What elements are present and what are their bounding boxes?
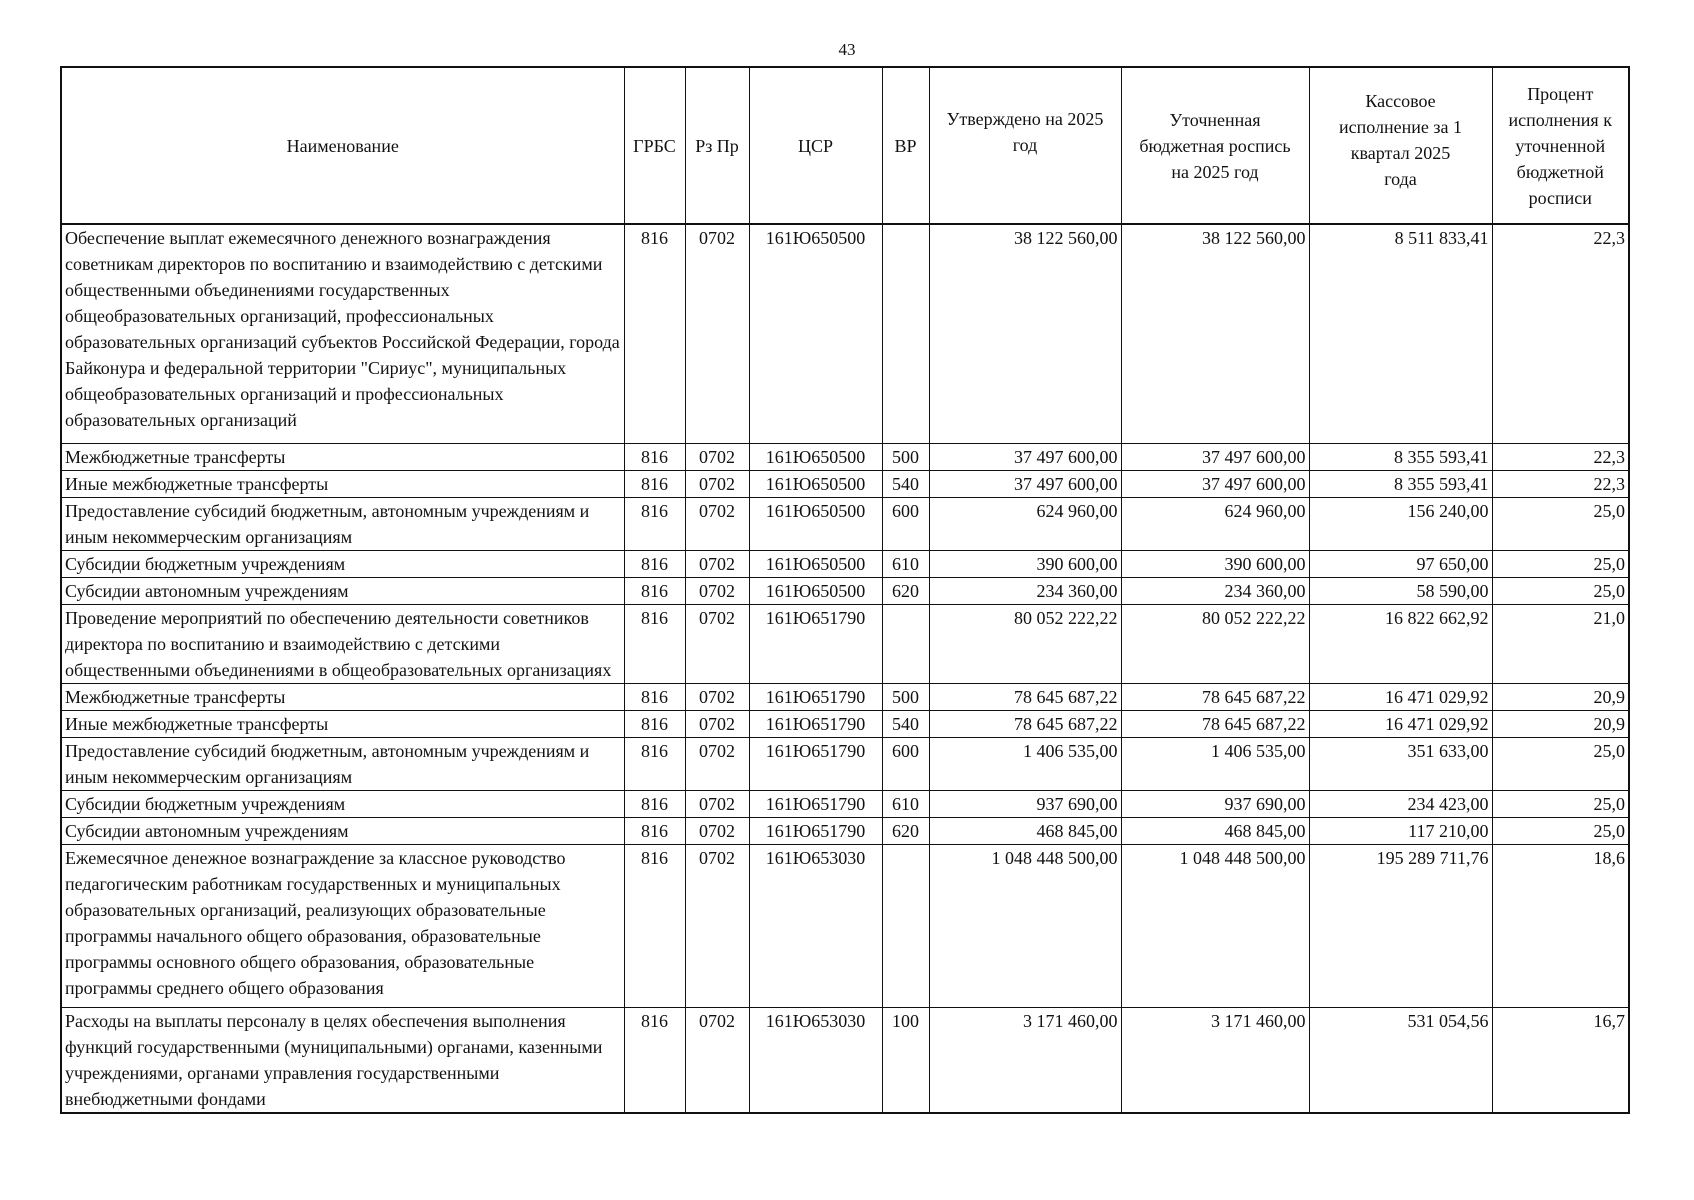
cell-vr: 540 bbox=[882, 711, 929, 738]
table-row bbox=[61, 1008, 1629, 1114]
header-rz-pr: Рз Пр bbox=[685, 67, 749, 224]
table-row bbox=[61, 684, 1629, 711]
cell-rz-pr: 0702 bbox=[685, 224, 749, 444]
cell-cash: 8 355 593,41 bbox=[1309, 471, 1492, 498]
cell-vr: 610 bbox=[882, 791, 929, 818]
cell-csr: 161Ю651790 bbox=[749, 684, 882, 711]
cell-approved: 37 497 600,00 bbox=[929, 444, 1121, 471]
cell-name: Предоставление субсидий бюджетным, автономным учреждениям и иным некоммерческим организациям bbox=[61, 738, 624, 791]
cell-refined: 80 052 222,22 bbox=[1121, 605, 1309, 684]
table-row bbox=[61, 818, 1629, 845]
cell-rz-pr: 0702 bbox=[685, 471, 749, 498]
cell-csr: 161Ю651790 bbox=[749, 605, 882, 684]
cell-csr: 161Ю650500 bbox=[749, 471, 882, 498]
cell-name: Межбюджетные трансферты bbox=[61, 444, 624, 471]
cell-rz-pr: 0702 bbox=[685, 444, 749, 471]
cell-csr: 161Ю650500 bbox=[749, 224, 882, 444]
cell-percent: 25,0 bbox=[1492, 498, 1629, 551]
cell-grbs: 816 bbox=[624, 791, 685, 818]
cell-grbs: 816 bbox=[624, 471, 685, 498]
cell-vr bbox=[882, 845, 929, 1008]
cell-approved: 38 122 560,00 bbox=[929, 224, 1121, 444]
cell-vr: 600 bbox=[882, 498, 929, 551]
cell-approved: 3 171 460,00 bbox=[929, 1008, 1121, 1114]
cell-cash: 16 471 029,92 bbox=[1309, 684, 1492, 711]
cell-rz-pr: 0702 bbox=[685, 711, 749, 738]
cell-grbs: 816 bbox=[624, 1008, 685, 1114]
cell-cash: 531 054,56 bbox=[1309, 1008, 1492, 1114]
cell-name: Расходы на выплаты персоналу в целях обеспечения выполнения функций государственными (муниципальными) органами, казенными учреждениями, органами управления государственными внебюджетными фондами bbox=[61, 1008, 624, 1114]
header-name: Наименование bbox=[61, 67, 624, 224]
cell-cash: 8 511 833,41 bbox=[1309, 224, 1492, 444]
cell-name: Субсидии автономным учреждениям bbox=[61, 578, 624, 605]
header-cash: Кассовое исполнение за 1 квартал 2025 года bbox=[1309, 67, 1492, 224]
cell-grbs: 816 bbox=[624, 551, 685, 578]
table-row bbox=[61, 578, 1629, 605]
cell-vr bbox=[882, 224, 929, 444]
cell-cash: 16 822 662,92 bbox=[1309, 605, 1492, 684]
cell-approved: 37 497 600,00 bbox=[929, 471, 1121, 498]
cell-grbs: 816 bbox=[624, 578, 685, 605]
cell-cash: 16 471 029,92 bbox=[1309, 711, 1492, 738]
cell-name: Межбюджетные трансферты bbox=[61, 684, 624, 711]
cell-approved: 624 960,00 bbox=[929, 498, 1121, 551]
cell-percent: 22,3 bbox=[1492, 444, 1629, 471]
cell-vr: 620 bbox=[882, 578, 929, 605]
cell-percent: 22,3 bbox=[1492, 471, 1629, 498]
cell-csr: 161Ю651790 bbox=[749, 738, 882, 791]
cell-grbs: 816 bbox=[624, 498, 685, 551]
cell-grbs: 816 bbox=[624, 845, 685, 1008]
cell-percent: 21,0 bbox=[1492, 605, 1629, 684]
cell-cash: 351 633,00 bbox=[1309, 738, 1492, 791]
table-row bbox=[61, 711, 1629, 738]
table-row bbox=[61, 224, 1629, 444]
cell-vr: 600 bbox=[882, 738, 929, 791]
cell-csr: 161Ю650500 bbox=[749, 578, 882, 605]
cell-refined: 468 845,00 bbox=[1121, 818, 1309, 845]
cell-csr: 161Ю651790 bbox=[749, 711, 882, 738]
cell-rz-pr: 0702 bbox=[685, 845, 749, 1008]
table-row bbox=[61, 738, 1629, 791]
cell-cash: 195 289 711,76 bbox=[1309, 845, 1492, 1008]
budget-table bbox=[60, 66, 1630, 1114]
cell-vr: 620 bbox=[882, 818, 929, 845]
cell-name: Субсидии автономным учреждениям bbox=[61, 818, 624, 845]
cell-percent: 20,9 bbox=[1492, 684, 1629, 711]
cell-percent: 25,0 bbox=[1492, 738, 1629, 791]
cell-csr: 161Ю651790 bbox=[749, 818, 882, 845]
cell-rz-pr: 0702 bbox=[685, 818, 749, 845]
cell-name: Иные межбюджетные трансферты bbox=[61, 471, 624, 498]
table-body bbox=[61, 224, 1629, 1113]
cell-refined: 624 960,00 bbox=[1121, 498, 1309, 551]
cell-refined: 3 171 460,00 bbox=[1121, 1008, 1309, 1114]
cell-grbs: 816 bbox=[624, 738, 685, 791]
cell-grbs: 816 bbox=[624, 818, 685, 845]
cell-name: Проведение мероприятий по обеспечению деятельности советников директора по воспитанию и взаимодействию с детскими общественными объединениями в общеобразовательных организациях bbox=[61, 605, 624, 684]
table-header bbox=[61, 67, 1629, 224]
table-row bbox=[61, 605, 1629, 684]
cell-approved: 468 845,00 bbox=[929, 818, 1121, 845]
cell-rz-pr: 0702 bbox=[685, 551, 749, 578]
cell-percent: 18,6 bbox=[1492, 845, 1629, 1008]
cell-vr: 500 bbox=[882, 444, 929, 471]
cell-approved: 390 600,00 bbox=[929, 551, 1121, 578]
cell-cash: 156 240,00 bbox=[1309, 498, 1492, 551]
cell-refined: 78 645 687,22 bbox=[1121, 684, 1309, 711]
table-row bbox=[61, 551, 1629, 578]
cell-csr: 161Ю653030 bbox=[749, 1008, 882, 1114]
cell-refined: 390 600,00 bbox=[1121, 551, 1309, 578]
cell-vr bbox=[882, 605, 929, 684]
cell-approved: 78 645 687,22 bbox=[929, 684, 1121, 711]
cell-percent: 16,7 bbox=[1492, 1008, 1629, 1114]
cell-vr: 610 bbox=[882, 551, 929, 578]
table-row bbox=[61, 444, 1629, 471]
cell-refined: 38 122 560,00 bbox=[1121, 224, 1309, 444]
cell-approved: 234 360,00 bbox=[929, 578, 1121, 605]
cell-percent: 22,3 bbox=[1492, 224, 1629, 444]
cell-vr: 500 bbox=[882, 684, 929, 711]
cell-csr: 161Ю650500 bbox=[749, 551, 882, 578]
cell-refined: 234 360,00 bbox=[1121, 578, 1309, 605]
cell-csr: 161Ю650500 bbox=[749, 498, 882, 551]
cell-percent: 20,9 bbox=[1492, 711, 1629, 738]
cell-grbs: 816 bbox=[624, 684, 685, 711]
cell-percent: 25,0 bbox=[1492, 551, 1629, 578]
cell-rz-pr: 0702 bbox=[685, 791, 749, 818]
header-vr: ВР bbox=[882, 67, 929, 224]
cell-refined: 937 690,00 bbox=[1121, 791, 1309, 818]
cell-name: Субсидии бюджетным учреждениям bbox=[61, 551, 624, 578]
cell-refined: 1 406 535,00 bbox=[1121, 738, 1309, 791]
cell-approved: 78 645 687,22 bbox=[929, 711, 1121, 738]
cell-rz-pr: 0702 bbox=[685, 1008, 749, 1114]
cell-grbs: 816 bbox=[624, 444, 685, 471]
cell-name: Обеспечение выплат ежемесячного денежного вознаграждения советникам директоров по воспитанию и взаимодействию с детскими общественными объединениями государственных общеобразовательных организаций, профессиональных образовательных организаций субъектов Российской Федерации, города Байконура и федеральной территории "Сириус", муниципальных общеобразовательных организаций и профессиональных образовательных организаций bbox=[61, 224, 624, 444]
header-csr: ЦСР bbox=[749, 67, 882, 224]
table-row bbox=[61, 471, 1629, 498]
page-number: 43 bbox=[838, 40, 856, 59]
cell-approved: 1 406 535,00 bbox=[929, 738, 1121, 791]
cell-rz-pr: 0702 bbox=[685, 738, 749, 791]
cell-cash: 8 355 593,41 bbox=[1309, 444, 1492, 471]
cell-percent: 25,0 bbox=[1492, 818, 1629, 845]
cell-rz-pr: 0702 bbox=[685, 578, 749, 605]
cell-vr: 540 bbox=[882, 471, 929, 498]
cell-cash: 234 423,00 bbox=[1309, 791, 1492, 818]
table-row bbox=[61, 498, 1629, 551]
cell-grbs: 816 bbox=[624, 711, 685, 738]
cell-cash: 117 210,00 bbox=[1309, 818, 1492, 845]
cell-name: Ежемесячное денежное вознаграждение за классное руководство педагогическим работникам государственных и муниципальных образовательных организаций, реализующих образовательные программы начального общего образования, образовательные программы основного общего образования, образовательные программы среднего общего образования bbox=[61, 845, 624, 1008]
cell-csr: 161Ю653030 bbox=[749, 845, 882, 1008]
table-row bbox=[61, 845, 1629, 1008]
cell-name: Субсидии бюджетным учреждениям bbox=[61, 791, 624, 818]
table-row bbox=[61, 791, 1629, 818]
cell-grbs: 816 bbox=[624, 224, 685, 444]
cell-rz-pr: 0702 bbox=[685, 498, 749, 551]
cell-percent: 25,0 bbox=[1492, 791, 1629, 818]
header-refined: Уточненная бюджетная роспись на 2025 год bbox=[1121, 67, 1309, 224]
header-grbs: ГРБС bbox=[624, 67, 685, 224]
cell-rz-pr: 0702 bbox=[685, 605, 749, 684]
cell-approved: 1 048 448 500,00 bbox=[929, 845, 1121, 1008]
cell-grbs: 816 bbox=[624, 605, 685, 684]
header-percent: Процент исполнения к уточненной бюджетной росписи bbox=[1492, 67, 1629, 224]
cell-cash: 97 650,00 bbox=[1309, 551, 1492, 578]
cell-percent: 25,0 bbox=[1492, 578, 1629, 605]
cell-name: Иные межбюджетные трансферты bbox=[61, 711, 624, 738]
cell-csr: 161Ю651790 bbox=[749, 791, 882, 818]
cell-refined: 37 497 600,00 bbox=[1121, 444, 1309, 471]
cell-rz-pr: 0702 bbox=[685, 684, 749, 711]
cell-refined: 37 497 600,00 bbox=[1121, 471, 1309, 498]
cell-refined: 1 048 448 500,00 bbox=[1121, 845, 1309, 1008]
cell-vr: 100 bbox=[882, 1008, 929, 1114]
cell-cash: 58 590,00 bbox=[1309, 578, 1492, 605]
header-approved: Утверждено на 2025 год bbox=[929, 67, 1121, 224]
cell-approved: 80 052 222,22 bbox=[929, 605, 1121, 684]
cell-name: Предоставление субсидий бюджетным, автономным учреждениям и иным некоммерческим организациям bbox=[61, 498, 624, 551]
cell-refined: 78 645 687,22 bbox=[1121, 711, 1309, 738]
cell-approved: 937 690,00 bbox=[929, 791, 1121, 818]
cell-csr: 161Ю650500 bbox=[749, 444, 882, 471]
